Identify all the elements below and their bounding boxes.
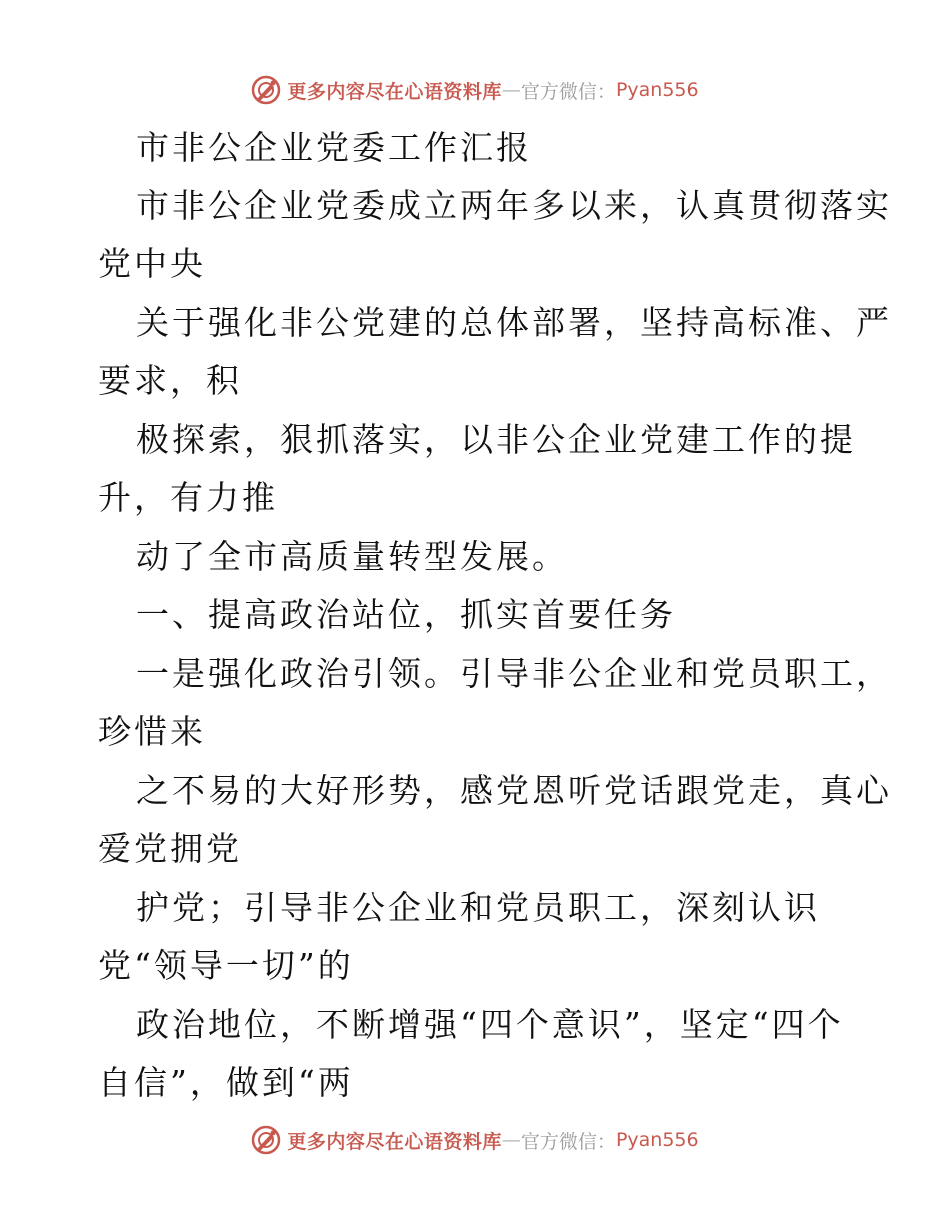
paragraph-line: 一是强化政治引领。引导非公企业和党员职工， — [136, 654, 892, 693]
paragraph-line: 自信”，做到“两 — [98, 1063, 354, 1102]
paragraph-line: 党中央 — [98, 244, 206, 283]
watermark-wechat-label: 官方微信： — [520, 1130, 616, 1153]
footer-watermark-banner — [0, 1120, 950, 1160]
watermark-separator: — — [501, 79, 521, 101]
document-title: 市非公企业党委工作汇报 — [136, 128, 532, 167]
paragraph-line: 之不易的大好形势，感党恩听党话跟党走，真心 — [136, 771, 892, 810]
brand-logo-icon — [251, 1125, 281, 1155]
paragraph-line: 极探索，狠抓落实，以非公企业党建工作的提 — [136, 420, 856, 459]
watermark-wechat-label: 官方微信： — [520, 80, 616, 103]
watermark-wechat-id: Pyan556 — [615, 79, 699, 101]
watermark-text: 更多内容尽在心语资料库 — [287, 80, 502, 103]
brand-logo-icon — [251, 75, 281, 105]
watermark-text: 更多内容尽在心语资料库 — [287, 1130, 502, 1153]
paragraph-line: 护党；引导非公企业和党员职工，深刻认识 — [136, 888, 820, 927]
paragraph-line: 爱党拥党 — [98, 829, 242, 868]
paragraph-line: 升，有力推 — [98, 478, 278, 517]
header-watermark-banner — [0, 70, 950, 110]
section-heading: 一、提高政治站位，抓实首要任务 — [136, 595, 676, 634]
paragraph-line: 党“领导一切”的 — [98, 946, 354, 985]
paragraph-line: 要求，积 — [98, 361, 242, 400]
paragraph-line: 市非公企业党委成立两年多以来，认真贯彻落实 — [136, 186, 892, 225]
watermark-separator: — — [501, 1129, 521, 1151]
paragraph-line: 动了全市高质量转型发展。 — [136, 537, 568, 576]
paragraph-line: 政治地位，不断增强“四个意识”，坚定“四个 — [136, 1005, 844, 1044]
paragraph-line: 关于强化非公党建的总体部署，坚持高标准、严 — [136, 303, 892, 342]
watermark-wechat-id: Pyan556 — [615, 1129, 699, 1151]
paragraph-line: 珍惜来 — [98, 712, 206, 751]
